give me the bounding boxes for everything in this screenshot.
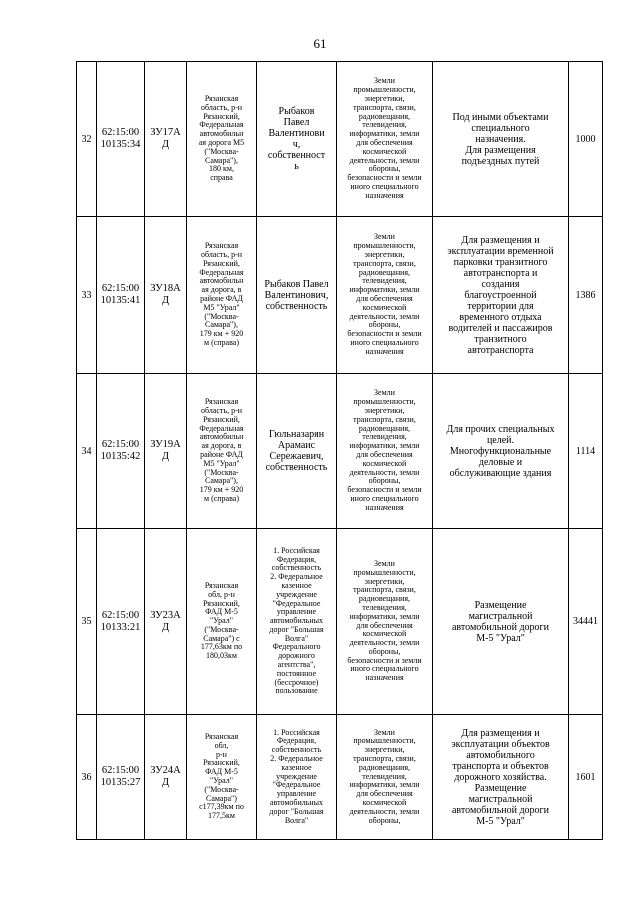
area-cell: 1114 <box>569 374 603 529</box>
location-cell: Рязанская обл, р-н Рязанский, ФАД М-5 "Урал" ("Москва- Самара") с 177,63км по 180,03км <box>187 529 257 715</box>
owner-cell: 1. Российская Федерация, собственность 2. Федеральное казенное учреждение "Федеральное управление автомобильных дорог "Большая Волга" <box>257 715 337 840</box>
owner-cell: Рыбаков Павел Валентинови ч, собственност ь <box>257 62 337 217</box>
land-category-cell: Земли промышленности, энергетики, транспорта, связи, радиовещания, телевидения, информатики, земли для обеспечения космической деятельности, земли обороны, безопасности и земли иного специального назначения <box>337 62 433 217</box>
owner-cell: Рыбаков Павел Валентинович, собственность <box>257 217 337 374</box>
row-number-cell: 33 <box>77 217 97 374</box>
location-cell: Рязанская область, р-н Рязанский, Федеральная автомобильн ая дорога, в районе ФАД М5 "Урал" ("Москва- Самара"), 179 км + 920 м (справа) <box>187 217 257 374</box>
table-row <box>77 715 603 840</box>
cadastral-number-cell: 62:15:00 10135:34 <box>97 62 145 217</box>
location-cell: Рязанская область, р-н Рязанский, Федеральная автомобильн ая дорога, в районе ФАД М5 "Урал" ("Москва- Самара"), 179 км + 920 м (справа) <box>187 374 257 529</box>
plot-designation-cell: ЗУ18А Д <box>145 217 187 374</box>
permitted-use-cell: Под иными объектами специального назначения. Для размещения подъездных путей <box>433 62 569 217</box>
row-number-cell: 32 <box>77 62 97 217</box>
owner-cell: 1. Российская Федерация, собственность 2. Федеральное казенное учреждение "Федеральное управление автомобильных дорог "Большая Волга" Федерального дорожного агентства", постоянное (бессрочное) пользование <box>257 529 337 715</box>
plot-designation-cell: ЗУ23А Д <box>145 529 187 715</box>
cadastral-number-cell: 62:15:00 10135:41 <box>97 217 145 374</box>
table-row <box>77 529 603 715</box>
location-cell: Рязанская область, р-н Рязанский, Федеральная автомобильн ая дорога М5 ("Москва- Самара"), 180 км, справа <box>187 62 257 217</box>
table-row <box>77 217 603 374</box>
land-plots-table <box>76 61 603 840</box>
permitted-use-cell: Для размещения и эксплуатации объектов автомобильного транспорта и объектов дорожного хозяйства. Размещение магистральной автомобильной дороги М-5 "Урал" <box>433 715 569 840</box>
land-category-cell: Земли промышленности, энергетики, транспорта, связи, радиовещания, телевидения, информатики, земли для обеспечения космической деятельности, земли обороны, безопасности и земли иного специального назначения <box>337 217 433 374</box>
page-number: 61 <box>313 36 327 51</box>
cadastral-number-cell: 62:15:00 10133:21 <box>97 529 145 715</box>
area-cell: 1386 <box>569 217 603 374</box>
table-row <box>77 62 603 217</box>
area-cell: 1601 <box>569 715 603 840</box>
row-number-cell: 36 <box>77 715 97 840</box>
table-row <box>77 374 603 529</box>
permitted-use-cell: Для размещения и эксплуатации временной парковки транзитного автотранспорта и создания благоустроенной территории для временного отдыха водителей и пассажиров транзитного автотранспорта <box>433 217 569 374</box>
cadastral-number-cell: 62:15:00 10135:27 <box>97 715 145 840</box>
plot-designation-cell: ЗУ17А Д <box>145 62 187 217</box>
plot-designation-cell: ЗУ19А Д <box>145 374 187 529</box>
row-number-cell: 34 <box>77 374 97 529</box>
cadastral-number-cell: 62:15:00 10135:42 <box>97 374 145 529</box>
plot-designation-cell: ЗУ24А Д <box>145 715 187 840</box>
location-cell: Рязанская обл, р-н Рязанский, ФАД М-5 "Урал" ("Москва- Самара") с177,39км по 177,5км <box>187 715 257 840</box>
land-category-cell: Земли промышленности, энергетики, транспорта, связи, радиовещания, телевидения, информатики, земли для обеспечения космической деятельности, земли обороны, безопасности и земли иного специального назначения <box>337 374 433 529</box>
row-number-cell: 35 <box>77 529 97 715</box>
area-cell: 1000 <box>569 62 603 217</box>
area-cell: 34441 <box>569 529 603 715</box>
permitted-use-cell: Размещение магистральной автомобильной дороги М-5 "Урал" <box>433 529 569 715</box>
land-category-cell: Земли промышленности, энергетики, транспорта, связи, радиовещания, телевидения, информатики, земли для обеспечения космической деятельности, земли обороны, <box>337 715 433 840</box>
land-category-cell: Земли промышленности, энергетики, транспорта, связи, радиовещания, телевидения, информатики, земли для обеспечения космической деятельности, земли обороны, безопасности и земли иного специального назначения <box>337 529 433 715</box>
owner-cell: Гюльназарян Арамаис Сережаевич, собственность <box>257 374 337 529</box>
permitted-use-cell: Для прочих специальных целей. Многофункциональные деловые и обслуживающие здания <box>433 374 569 529</box>
